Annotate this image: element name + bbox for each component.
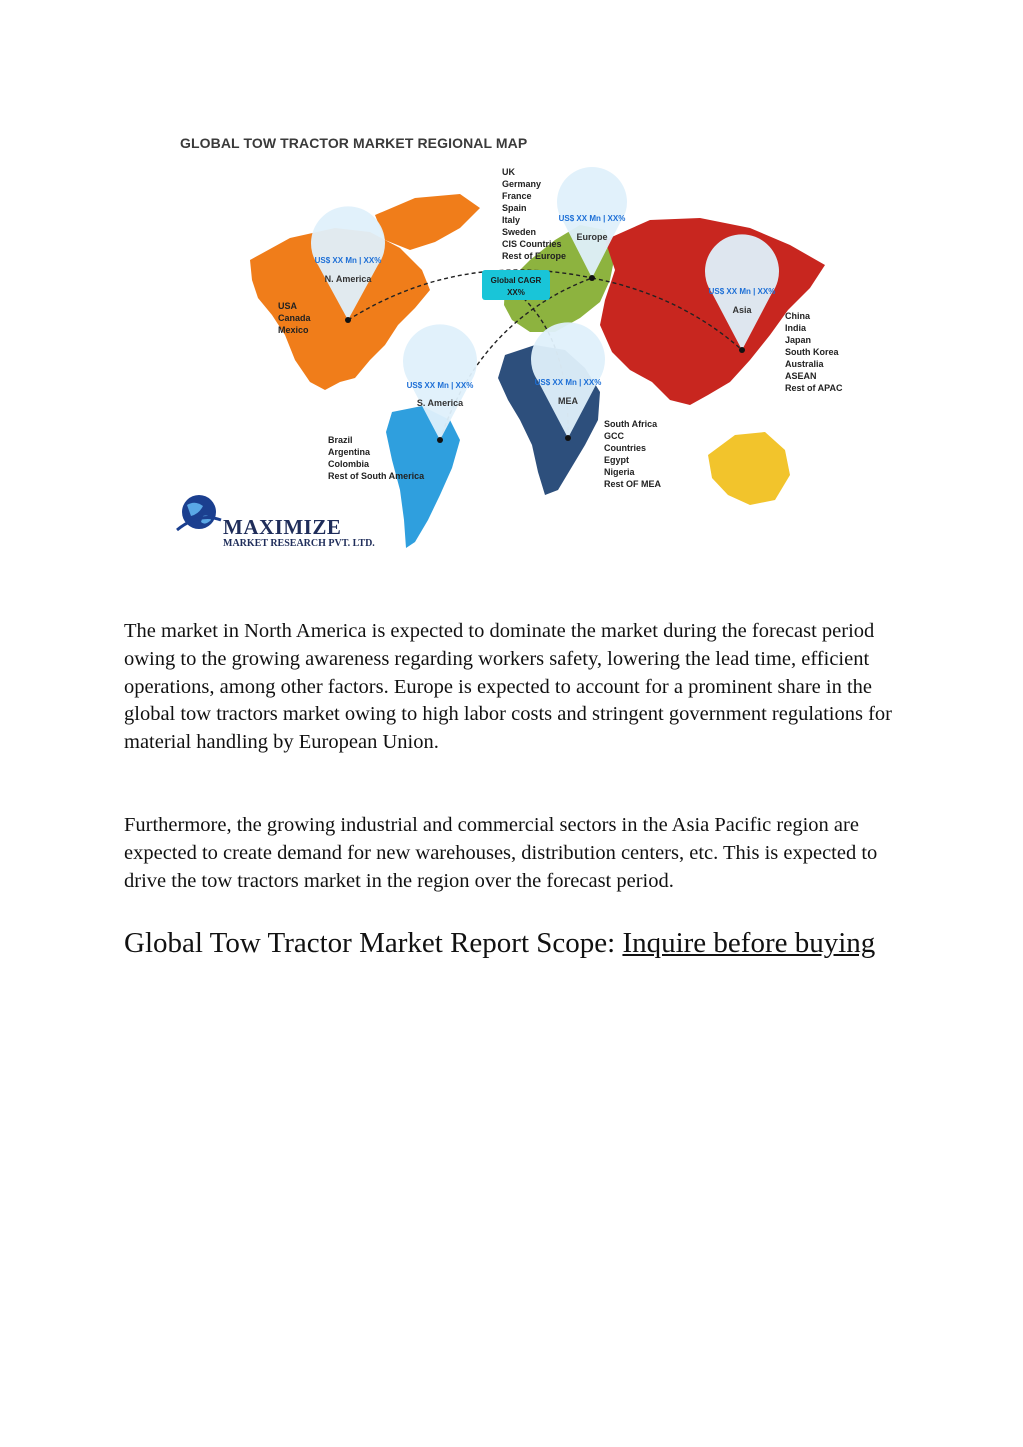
north-america-country-list bbox=[278, 300, 311, 336]
list-item: Rest of South America bbox=[328, 471, 425, 481]
mea-country-list bbox=[604, 418, 661, 490]
pin-value-mea: US$ XX Mn | XX% bbox=[534, 378, 602, 387]
list-item: Canada bbox=[278, 313, 311, 323]
pin-value-na: US$ XX Mn | XX% bbox=[314, 256, 382, 265]
list-item: France bbox=[502, 191, 532, 201]
list-item: UK bbox=[502, 167, 515, 177]
paragraph-asia-pacific: Furthermore, the growing industrial and commercial sectors in the Asia Pacific region are expected to create demand for new warehouses, distribution centers, etc. This is expected to drive the tow tractors market in the region over the forecast period. bbox=[124, 814, 878, 892]
list-item: Spain bbox=[502, 203, 527, 213]
list-item: Argentina bbox=[328, 447, 371, 457]
pin-name-sa: S. America bbox=[416, 398, 464, 408]
asia-country-list bbox=[785, 310, 843, 394]
list-item: India bbox=[785, 323, 807, 333]
list-item: South Africa bbox=[604, 419, 658, 429]
pin-name-na: N. America bbox=[324, 274, 372, 284]
report-scope-heading bbox=[124, 925, 884, 962]
list-item: USA bbox=[278, 301, 298, 311]
cagr-label: Global CAGR bbox=[490, 276, 542, 285]
logo-subtitle: MARKET RESEARCH PVT. LTD. bbox=[223, 538, 375, 549]
global-cagr-box bbox=[482, 270, 550, 300]
inquire-link[interactable]: Inquire before buying bbox=[622, 927, 876, 959]
pin-value-asia: US$ XX Mn | XX% bbox=[708, 287, 776, 296]
list-item: Mexico bbox=[278, 325, 309, 335]
pin-value-sa: US$ XX Mn | XX% bbox=[406, 381, 474, 390]
australia-shape bbox=[708, 432, 790, 505]
list-item: South Korea bbox=[785, 347, 839, 357]
list-item: Australia bbox=[785, 359, 824, 369]
pin-name-asia: Asia bbox=[732, 305, 752, 315]
cagr-value: XX% bbox=[507, 288, 525, 297]
list-item: GCC bbox=[604, 431, 624, 441]
map-title: GLOBAL TOW TRACTOR MARKET REGIONAL MAP bbox=[180, 135, 528, 151]
company-logo bbox=[175, 485, 415, 555]
globe-icon bbox=[175, 490, 225, 540]
list-item: Japan bbox=[785, 335, 812, 345]
list-item: Sweden bbox=[502, 227, 537, 237]
europe-country-list bbox=[502, 166, 566, 262]
heading-text: Global Tow Tractor Market Report Scope: bbox=[124, 927, 623, 959]
pin-value-eu: US$ XX Mn | XX% bbox=[558, 214, 626, 223]
list-item: Italy bbox=[502, 215, 521, 225]
logo-name: MAXIMIZE bbox=[223, 515, 342, 539]
pin-name-mea: MEA bbox=[558, 396, 578, 406]
list-item: Egypt bbox=[604, 455, 630, 465]
list-item: CIS Countries bbox=[502, 239, 562, 249]
list-item: Rest OF MEA bbox=[604, 479, 662, 489]
list-item: Countries bbox=[604, 443, 647, 453]
south-america-country-list bbox=[328, 434, 424, 482]
list-item: Germany bbox=[502, 179, 542, 189]
pin-name-eu: Europe bbox=[576, 232, 608, 242]
regional-map-figure bbox=[160, 120, 860, 570]
list-item: Rest of APAC bbox=[785, 383, 843, 393]
paragraph-north-america: The market in North America is expected to dominate the market during the forecast period owing to the growing awareness regarding workers safety, lowering the lead time, efficient operations, among other factors. Europe is expected to account for a prominent share in the global tow tractors market owing to high labor costs and stringent government regulations for material handling by European Union. bbox=[124, 620, 893, 754]
list-item: ASEAN bbox=[785, 371, 817, 381]
list-item: Brazil bbox=[328, 435, 353, 445]
list-item: Rest of Europe bbox=[502, 251, 567, 261]
list-item: Nigeria bbox=[604, 467, 635, 477]
list-item: China bbox=[785, 311, 811, 321]
greenland-shape bbox=[375, 194, 480, 250]
list-item: Colombia bbox=[328, 459, 370, 469]
